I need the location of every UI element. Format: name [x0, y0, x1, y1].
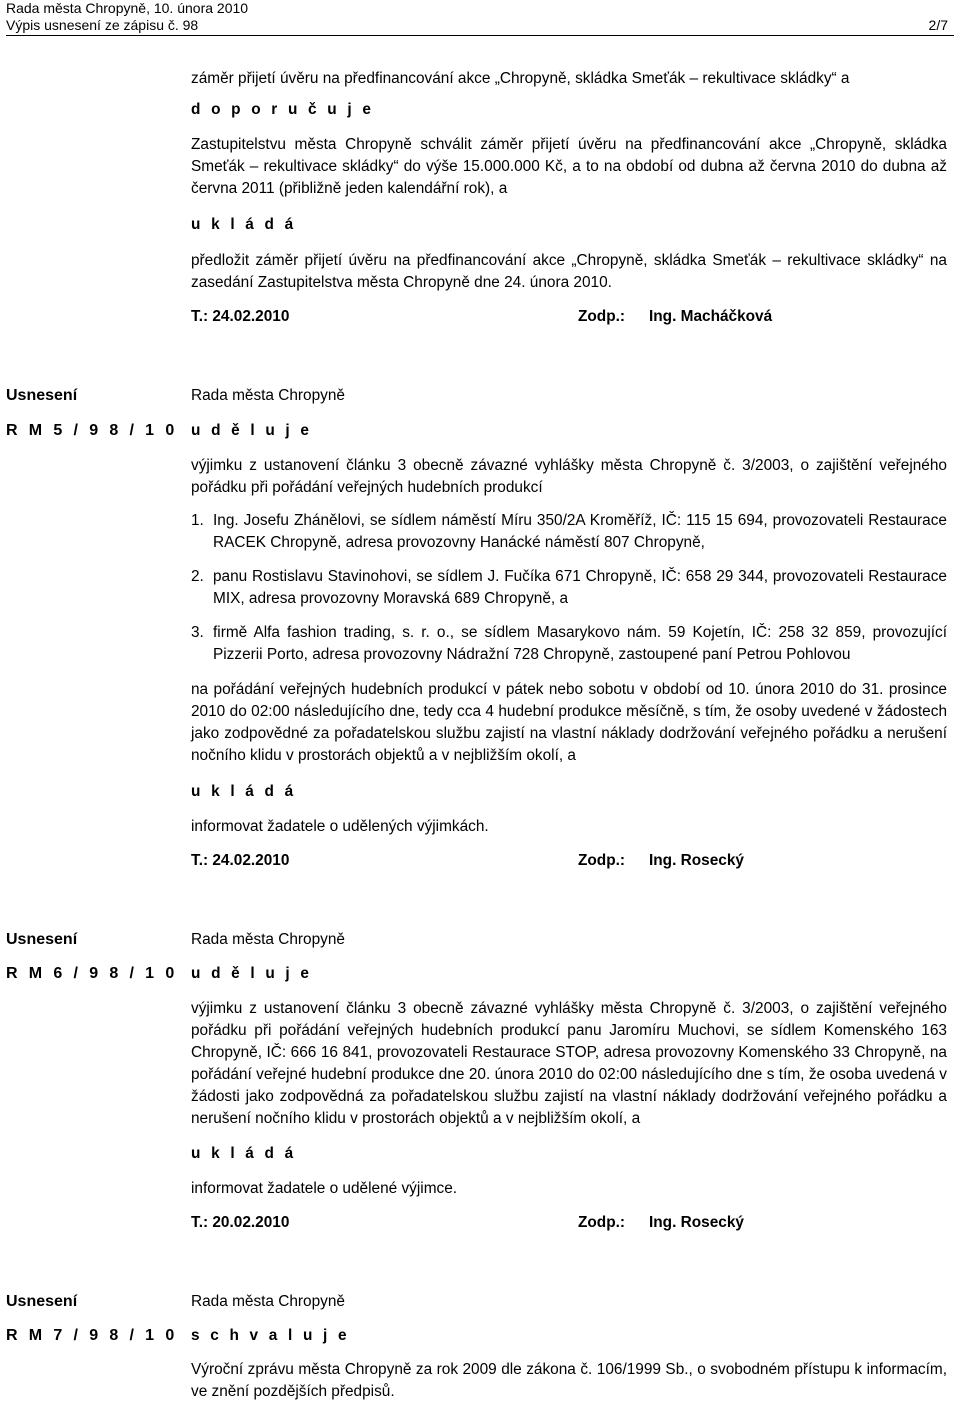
list-item-text: Ing. Josefu Zhánělovi, se sídlem náměstí Míru 350/2A Kroměříž, IČ: 115 15 694, provozovateli Restaurace RACEK Chropyně, adresa provozovny Hanácké náměstí 807 Chropyně, — [213, 512, 947, 551]
keyword-recommends: d o p o r u č u j e — [191, 101, 375, 118]
responsible-label: Zodp.: — [578, 852, 626, 869]
intro-paragraph: Zastupitelstvu města Chropyně schválit záměr přijetí úvěru na předfinancování akce „Chropyně, skládka Smeťák – rekultivace skládky“ do výše 15.000.000 Kč, a to na období od dubna až června 2010 do dubna až června 2011 (přibližně jeden kalendářní rok), a — [191, 136, 947, 197]
page-number: 2/7 — [928, 17, 948, 33]
list-item — [191, 510, 947, 554]
list-item — [191, 566, 947, 610]
inform-paragraph: informovat žadatele o udělených výjimkách. — [191, 818, 489, 835]
keyword-approves: s c h v a l u j e — [191, 1327, 350, 1344]
responsible-name: Ing. Macháčková — [649, 308, 773, 325]
inform-paragraph: informovat žadatele o udělené výjimce. — [191, 1180, 458, 1197]
resolution-label: Usnesení — [6, 387, 78, 404]
responsible-label: Zodp.: — [578, 308, 626, 325]
annual-report-paragraph: Výroční zprávu města Chropyně za rok 2009 dle zákona č. 106/1999 Sb., o svobodném přístupu k informacím, ve znění pozdějších předpisů. — [191, 1361, 947, 1400]
term-date: T.: 24.02.2010 — [191, 308, 290, 325]
responsible-label: Zodp.: — [578, 1214, 626, 1231]
responsible-name: Ing. Rosecký — [649, 1214, 744, 1231]
responsible-name: Ing. Rosecký — [649, 852, 744, 869]
resolution-number: R M 6 / 9 8 / 1 0 — [6, 965, 178, 982]
council-name: Rada města Chropyně — [191, 387, 345, 404]
resolution-number: R M 5 / 9 8 / 1 0 — [6, 422, 178, 439]
list-item-number: 3. — [191, 624, 204, 641]
page-header — [6, 0, 954, 36]
intro-paragraph-2: předložit záměr přijetí úvěru na předfinancování akce „Chropyně, skládka Smeťák – rekultivace skládky“ na zasedání Zastupitelstva města Chropyně dne 24. února 2010. — [191, 252, 947, 291]
list-item-text: firmě Alfa fashion trading, s. r. o., se sídlem Masarykovo nám. 59 Kojetín, IČ: 258 32 859, provozující Pizzerii Porto, adresa provozovny Nádražní 728 Chropyně, zastoupené paní Petrou Pohlovou — [213, 624, 947, 663]
keyword-orders: u k l á d á — [191, 216, 297, 233]
resolution-number: R M 7 / 9 8 / 1 0 — [6, 1327, 178, 1344]
intro-line: záměr přijetí úvěru na předfinancování akce „Chropyně, skládka Smeťák – rekultivace skládky“ a — [191, 70, 850, 87]
term-date: T.: 24.02.2010 — [191, 852, 290, 869]
resolution-label: Usnesení — [6, 1293, 78, 1310]
resolution-label: Usnesení — [6, 931, 78, 948]
list-item-number: 1. — [191, 512, 204, 529]
exemption-paragraph: výjimku z ustanovení článku 3 obecně závazné vyhlášky města Chropyně č. 3/2003, o zajištění veřejného pořádku při pořádání veřejných hudebních produkcí panu Jaromíru Muchovi, se sídlem Komenského 163 Chropyně, IČ: 666 16 841, provozovateli Restaurace STOP, adresa provozovny Komenského 33 Chropyně, na pořádání veřejné hudební produkce dne 20. února 2010 do 02:00 následujícího dne s tím, že osoba uvedená v žádosti jako zodpovědná za pořadatelskou službu zajistí na vlastní náklady dodržování veřejného pořádku a nerušení nočního klidu v prostorách objektů a v nejbližším okolí, a — [191, 1000, 947, 1127]
council-name: Rada města Chropyně — [191, 1293, 345, 1310]
term-date: T.: 20.02.2010 — [191, 1214, 290, 1231]
list-item — [191, 622, 947, 666]
list-item-number: 2. — [191, 568, 204, 585]
exemption-paragraph: výjimku z ustanovení článku 3 obecně závazné vyhlášky města Chropyně č. 3/2003, o zajištění veřejného pořádku při pořádání veřejných hudebních produkcí — [191, 457, 947, 496]
conditions-paragraph: na pořádání veřejných hudebních produkcí v pátek nebo sobotu v období od 10. února 2010 do 31. prosince 2010 do 02:00 následujícího dne, tedy cca 4 hudební produkce měsíčně, s tím, že osoby uvedené v žádostech jako zodpovědné za pořadatelskou službu zajistí na vlastní náklady dodržování veřejného pořádku a nerušení nočního klidu v prostorách objektů a v nejbližším okolí, a — [191, 681, 947, 764]
keyword-orders: u k l á d á — [191, 783, 297, 800]
keyword-orders: u k l á d á — [191, 1145, 297, 1162]
keyword-grants: u d ě l u j e — [191, 965, 313, 982]
council-name: Rada města Chropyně — [191, 931, 345, 948]
list-item-text: panu Rostislavu Stavinohovi, se sídlem J. Fučíka 671 Chropyně, IČ: 658 29 344, provozovateli Restaurace MIX, adresa provozovny Moravská 689 Chropyně, a — [213, 568, 947, 607]
header-council-date: Rada města Chropyně, 10. února 2010 — [6, 0, 249, 16]
keyword-grants: u d ě l u j e — [191, 422, 313, 439]
header-minutes-ref: Výpis usnesení ze zápisu č. 98 — [6, 17, 199, 33]
